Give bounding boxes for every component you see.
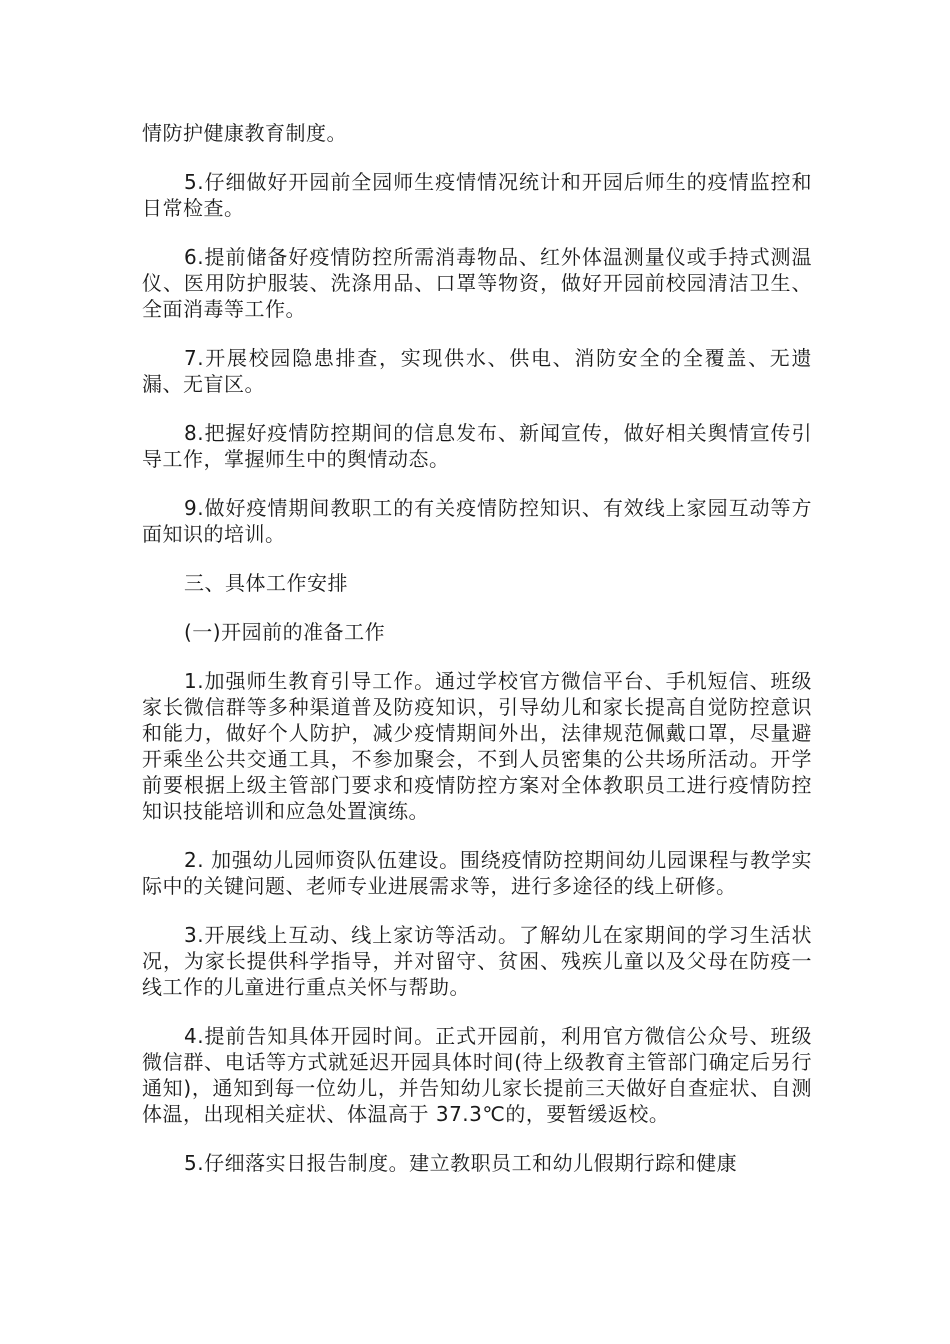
section-heading-3: 三、具体工作安排: [184, 571, 348, 595]
subsection-heading-1: (一)开园前的准备工作: [184, 620, 386, 644]
paragraph-sub-5: 5.仔细落实日报告制度。建立教职员工和幼儿假期行踪和健康: [184, 1151, 738, 1175]
paragraph-sub-3: 3.开展线上互动、线上家访等活动。了解幼儿在家期间的学习生活状况，为家长提供科学指导，并对留守、贫困、残疾儿童以及父母在防疫一线工作的儿童进行重点关怀与帮助。: [142, 923, 812, 999]
paragraph-item-8: 8.把握好疫情防控期间的信息发布、新闻宣传，做好相关舆情宣传引导工作，掌握师生中的舆情动态。: [142, 421, 812, 471]
paragraph-sub-4: 4.提前告知具体开园时间。正式开园前，利用官方微信公众号、班级微信群、电话等方式就延迟开园具体时间(待上级教育主管部门确定后另行通知)，通知到每一位幼儿，并告知幼儿家长提前三天做好自查症状、自测体温，出现相关症状、体温高于 37.3℃的，要暂缓返校。: [142, 1024, 812, 1126]
paragraph-sub-1: 1.加强师生教育引导工作。通过学校官方微信平台、手机短信、班级家长微信群等多种渠道普及防疫知识，引导幼儿和家长提高自觉防控意识和能力，做好个人防护，减少疫情期间外出，法律规范佩戴口罩，尽量避开乘坐公共交通工具，不参加聚会，不到人员密集的公共场所活动。开学前要根据上级主管部门要求和疫情防控方案对全体教职员工进行疫情防控知识技能培训和应急处置演练。: [142, 669, 812, 823]
paragraph-item-5: 5.仔细做好开园前全园师生疫情情况统计和开园后师生的疫情监控和日常检查。: [142, 170, 812, 220]
paragraph-item-6: 6.提前储备好疫情防控所需消毒物品、红外体温测量仪或手持式测温仪、医用防护服装、洗涤用品、口罩等物资，做好开园前校园清洁卫生、全面消毒等工作。: [142, 245, 812, 321]
paragraph-continued: 情防护健康教育制度。: [142, 121, 347, 145]
paragraph-item-9: 9.做好疫情期间教职工的有关疫情防控知识、有效线上家园互动等方面知识的培训。: [142, 496, 812, 546]
paragraph-item-7: 7.开展校园隐患排查，实现供水、供电、消防安全的全覆盖、无遗漏、无盲区。: [142, 346, 812, 396]
document-body: [142, 120, 812, 1199]
paragraph-sub-2: 2. 加强幼儿园师资队伍建设。围绕疫情防控期间幼儿园课程与教学实际中的关键问题、老师专业进展需求等，进行多途径的线上研修。: [142, 848, 812, 898]
